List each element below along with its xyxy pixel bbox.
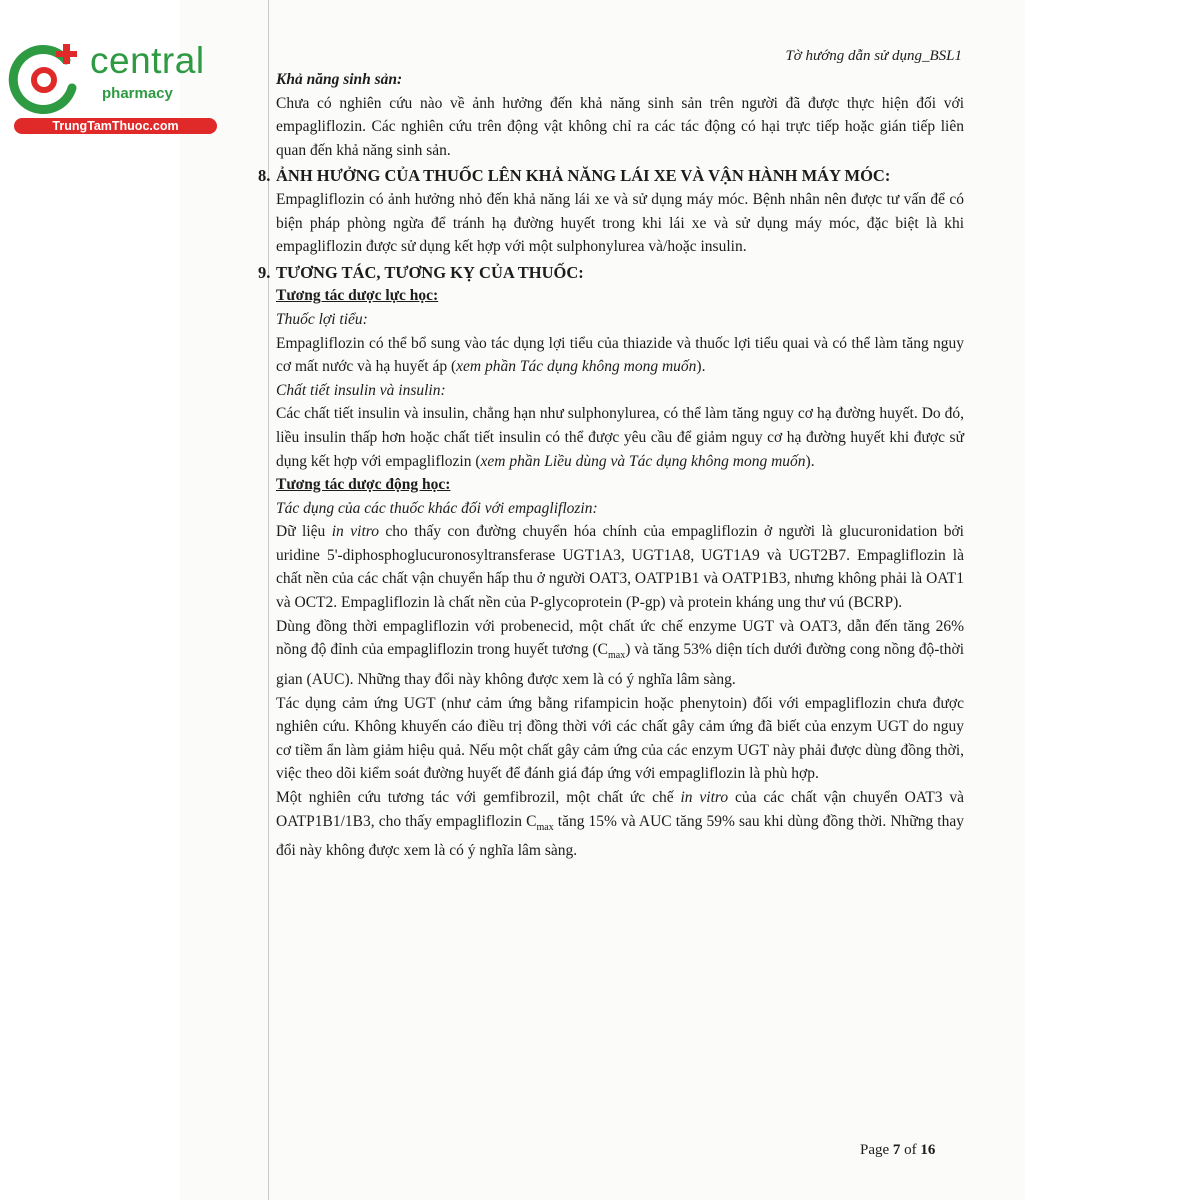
pk-p2-a: Dùng đồng thời empagliflozin với probenecid, một chất ức chế enzyme UGT và OAT3, dẫn đến tăng 26% nồng độ đỉnh của empagliflozin trong huyết tương (C xyxy=(276,617,964,659)
brand-name: central xyxy=(90,40,205,81)
section-9-heading xyxy=(258,261,964,285)
pk-paragraph-2 xyxy=(258,615,964,692)
pk-p1-invitro: in vitro xyxy=(331,523,379,541)
document-header: Tờ hướng dẫn sử dụng_BSL1 xyxy=(785,48,962,64)
pk-paragraph-3: Tác dụng cảm ứng UGT (như cảm ứng bằng rifampicin hoặc phenytoin) đối với empagliflozin chưa được nghiên cứu. Không khuyến cáo điều trị đồng thời với các chất gây cảm ứng đã biết của enzym UGT do nguy cơ tiềm ẩn làm giảm hiệu quả. Nếu một chất gây cảm ứng của các enzym UGT này phải được dùng đồng thời, việc theo dõi kiểm soát đường huyết để đánh giá đáp ứng với empagliflozin là phù hợp. xyxy=(276,694,964,783)
central-pharmacy-logo xyxy=(8,38,213,138)
section-8-number: 8. xyxy=(258,166,271,186)
pk-p4-a: Một nghiên cứu tương tác với gemfibrozil, một chất ức chế xyxy=(276,788,681,806)
pk-p4-invitro: in vitro xyxy=(680,788,729,806)
fertility-heading: Khả năng sinh sản: xyxy=(276,71,403,88)
insulin-text: Các chất tiết insulin và insulin, chẳng hạn như sulphonylurea, có thể làm tăng nguy cơ hạ đường huyết. Do đó, liều insulin thấp hơn hoặc chất tiết insulin có thể được yêu cầu để giảm nguy cơ hạ đường huyết khi được sử dụng kết hợp với empagliflozin ( xyxy=(276,405,964,470)
section-8-text: Empagliflozin có ảnh hưởng nhỏ đến khả năng lái xe và sử dụng máy móc. Bệnh nhân nên được tư vấn để có biện pháp phòng ngừa để tránh hạ đường huyết trong khi lái xe và sử dụng máy móc, đặc biệt là khi empagliflozin được sử dụng kết hợp với một sulphonylurea và/hoặc insulin. xyxy=(276,190,964,256)
insulin-paragraph xyxy=(258,402,964,473)
diuretics-end: ). xyxy=(696,358,706,376)
pk-p2-b: ) và tăng 53% diện tích dưới đường cong nồng độ-thời gian (AUC). Những thay đổi này không được xem là có ý nghĩa lâm sàng. xyxy=(276,641,964,688)
page-label: Page xyxy=(860,1142,893,1158)
insulin-end: ). xyxy=(805,452,815,470)
page-number xyxy=(860,1142,935,1159)
section-9-title: TƯƠNG TÁC, TƯƠNG KỴ CỦA THUỐC: xyxy=(276,262,584,282)
diuretics-text: Empagliflozin có thể bổ sung vào tác dụng lợi tiểu của thiazide và thuốc lợi tiểu quai và có thể làm tăng nguy cơ mất nước và hạ huyết áp ( xyxy=(276,334,964,376)
document-body xyxy=(258,68,964,863)
effects-heading: Tác dụng của các thuốc khác đối với empagliflozin: xyxy=(276,499,598,517)
pk-p1-b: cho thấy con đường chuyển hóa chính của empagliflozin ở người là glucuronidation bởi uridine 5'-diphosphoglucuronosyltransferase UGT1A3, UGT1A8, UGT1A9 và UGT2B7. Empagliflozin là chất nền của các chất vận chuyển hấp thu ở người OAT3, OATP1B1 và OATP1B3, nhưng không phải là OAT1 và OCT2. Empagliflozin là chất nền của P-glycoprotein (P-gp) và protein kháng ung thư vú (BCRP). xyxy=(276,523,964,612)
pk-p1-a: Dữ liệu xyxy=(276,523,332,541)
page-of: of xyxy=(900,1142,921,1158)
section-9-number: 9. xyxy=(258,262,271,282)
insulin-ref: xem phần Liều dùng và Tác dụng không mong muốn xyxy=(480,452,806,470)
pk-p4-b: của các chất vận chuyển OAT3 và OATP1B1/1B3, cho thấy empagliflozin C xyxy=(276,788,964,830)
diuretics-paragraph xyxy=(258,332,964,379)
page-total: 16 xyxy=(920,1142,936,1158)
pk-p2-sub: max xyxy=(608,650,626,662)
page-current: 7 xyxy=(892,1142,901,1158)
brand-banner: TrungTamThuoc.com xyxy=(14,118,217,134)
pk-p4-c: tăng 15% và AUC tăng 59% sau khi dùng đồng thời. Những thay đổi này không được xem là có ý nghĩa lâm sàng. xyxy=(276,812,964,860)
fertility-text: Chưa có nghiên cứu nào về ảnh hưởng đến khả năng sinh sản trên người đã được thực hiện đối với empagliflozin. Các nghiên cứu trên động vật không chỉ ra các tác động có hại trực tiếp hoặc gián tiếp liên quan đến khả năng sinh sản. xyxy=(276,94,964,159)
pk-p4-sub: max xyxy=(536,821,554,833)
section-8-title: ẢNH HƯỞNG CỦA THUỐC LÊN KHẢ NĂNG LÁI XE VÀ VẬN HÀNH MÁY MÓC: xyxy=(276,166,891,186)
section-8-heading xyxy=(258,164,964,188)
pd-heading: Tương tác dược lực học: xyxy=(276,287,439,305)
insulin-heading: Chất tiết insulin và insulin: xyxy=(276,381,446,399)
central-pharmacy-logo-icon xyxy=(8,38,88,118)
brand-sub: pharmacy xyxy=(102,85,173,102)
diuretics-ref: xem phần Tác dụng không mong muốn xyxy=(456,358,697,376)
diuretics-heading: Thuốc lợi tiểu: xyxy=(276,310,368,328)
pk-paragraph-4 xyxy=(258,786,964,863)
pk-heading: Tương tác dược động học: xyxy=(276,476,451,494)
pk-paragraph-1 xyxy=(258,520,964,614)
